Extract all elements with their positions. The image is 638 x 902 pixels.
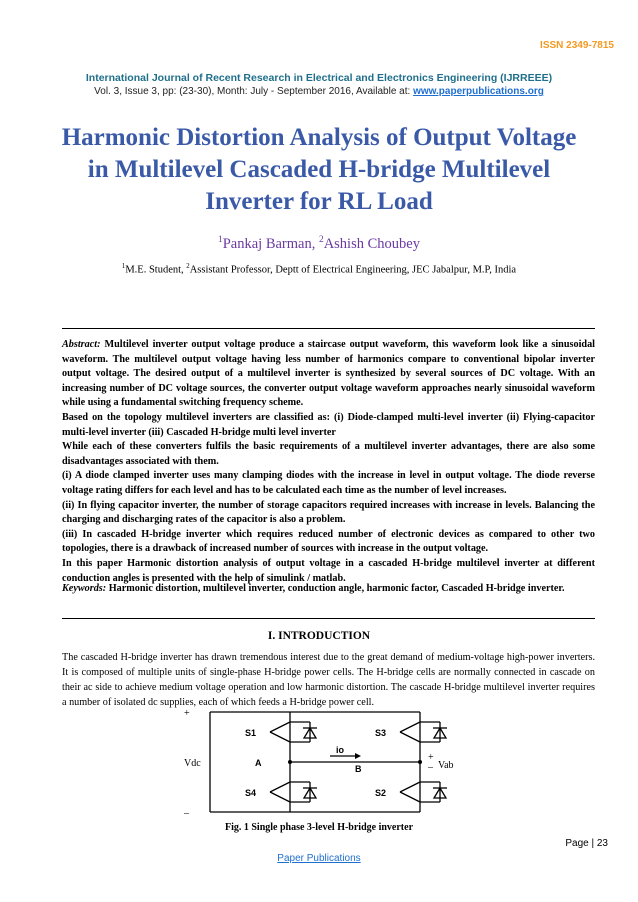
author-2-sup: 2 [318,235,324,245]
abstract-label: Abstract: [62,339,101,350]
volume-info [0,86,638,97]
paper-title: Harmonic Distortion Analysis of Output Voltage in Multilevel Cascaded H-bridge Multilevel Inverter for RL Load [61,124,577,215]
author-1-sup: 1 [218,235,223,245]
abstract-para-3: While each of these converters fulfils the basic requirements of a multilevel inverter advantages, there are also some disadvantages associated with them. [62,441,595,467]
section-heading: I. INTRODUCTION [267,630,371,642]
abstract-bottom-rule [62,618,595,619]
current-io-label: io [336,745,344,755]
affil-sup-1: 1 [121,263,126,270]
introduction-text: The cascaded H-bridge inverter has drawn tremendous interest due to the great demand of medium-voltage high-power inverters. It is composed of multiple units of single-phase H-bridge power cells. The H-bridge cells are normally connected in cascade on their ac side to achieve medium voltage operation and low harmonic distortion. The cascade H-bridge multilevel inverter requires a number of isolated dc supplies, each of which feeds a H-bridge power cell. [62,652,595,708]
author-1-name: Pankaj Barman, [222,235,319,252]
volume-text: Vol. 3, Issue 3, pp: (23-30), Month: July - September 2016, Available at: [94,86,414,97]
abstract-para-1 [62,338,595,411]
abstract-para-6: (iii) In cascaded H-bridge inverter which requires reduced number of electronic devices as compared to other two topologies, there is a drawback of increased number of sources with increase in the output voltage. [62,528,595,555]
journal-name: International Journal of Recent Research in Electrical and Electronics Engineering (IJRREEE) [85,72,553,84]
affil-text-2: Assistant Professor, Deptt of Electrical Engineering, JEC Jabalpur, M.P, India [189,264,517,276]
minus-bottom-label: – [184,808,189,818]
switch-s3-label: S3 [375,728,387,738]
keywords-text: Harmonic distortion, multilevel inverter, conduction angle, harmonic factor, Cascaded H-bridge inverter. [106,583,565,594]
affiliation [0,263,638,276]
switch-s4-label: S4 [245,788,257,798]
issn-label: ISSN 2349-7815 [540,40,614,51]
abstract-top-rule [62,328,595,329]
publisher-link[interactable]: Paper Publications [277,853,361,864]
plus-output-label: + [428,752,434,763]
figure-caption: Fig. 1 Single phase 3-level H-bridge inverter [224,822,414,833]
author-list [0,235,638,253]
website-link[interactable]: www.paperpublications.org [413,86,544,97]
switch-s2-label: S2 [375,788,387,798]
affil-sup-2: 2 [186,263,190,270]
node-a-label: A [255,758,262,768]
switch-s1-label: S1 [245,728,257,738]
h-bridge-circuit-figure [170,708,470,818]
abstract-para-7: In this paper Harmonic distortion analysis of output voltage in a cascaded H-bridge multilevel inverter at different conduction angles is presented with the help of simulink / matlab. [62,557,595,584]
vab-label: Vab [438,760,454,771]
minus-output-label: – [428,762,433,773]
page-number: Page | 23 [565,838,608,849]
abstract-para-5: (ii) In flying capacitor inverter, the number of storage capacitors required increases with increase in levels. Balancing the charging and discharging rates of the capacitor is also a problem. [62,499,595,526]
vdc-label: Vdc [184,758,201,769]
author-2-name: Ashish Choubey [323,235,420,252]
abstract-para-2: Based on the topology multilevel inverters are classified as: (i) Diode-clamped multi-level inverter (ii) Flying-capacitor multi-level inverter (iii) Cascaded H-bridge multi level inverter [62,411,595,438]
abstract-text-1: Multilevel inverter output voltage produce a staircase output waveform, this waveform look like a sinusoidal waveform. The multilevel output voltage having less number of harmonics compare to conventional bipolar inverter output voltage. The desired output of a multilevel inverter is synthesized by several sources of DC voltage. With an increasing number of DC voltage sources, the converter output voltage waveform approaches nearly sinusoidal waveform while using a fundamental switching frequency scheme. [62,339,595,409]
affil-text-1: M.E. Student, [125,264,187,276]
keywords [62,582,595,597]
abstract [62,338,595,586]
node-b-label: B [355,764,362,774]
abstract-para-4: (i) A diode clamped inverter uses many clamping diodes with the increase in level in output voltage. The diode reverse voltage rating differs for each level and has to be calculated each time as the number of level increases. [62,470,595,496]
keywords-label: Keywords: [62,583,107,594]
plus-top-label: + [184,708,190,719]
